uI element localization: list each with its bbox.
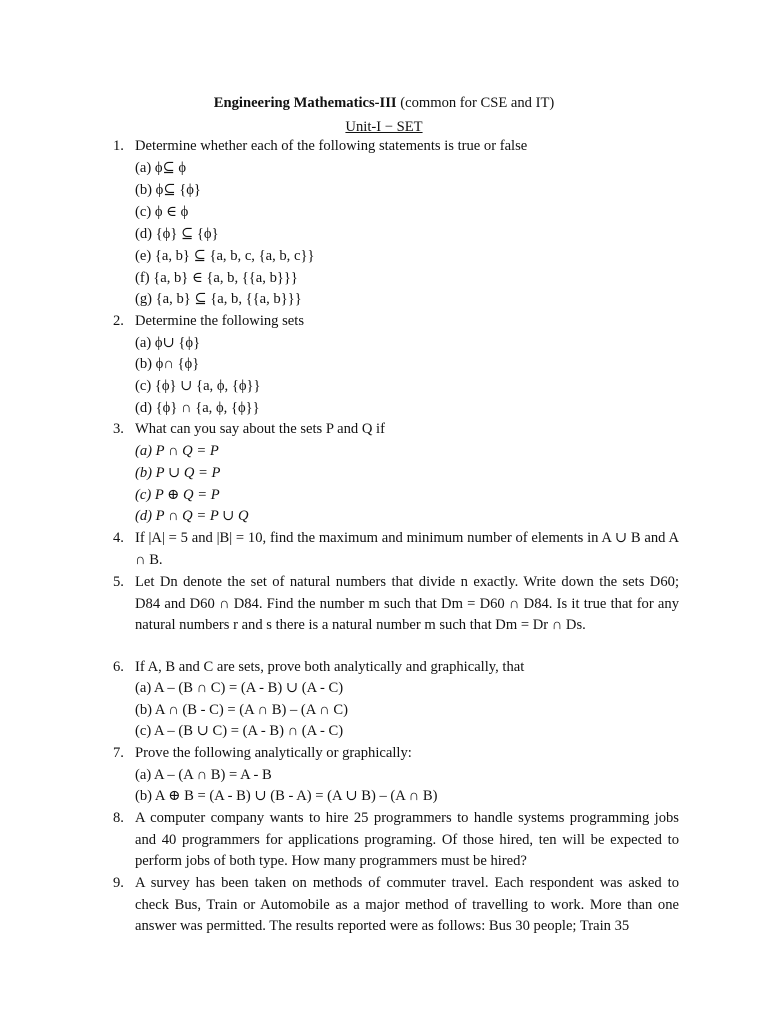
question-6-option-c: (c) A – (B ∪ C) = (A - B) ∩ (A - C): [135, 723, 344, 739]
question-text: What can you say about the sets P and Q if: [135, 421, 385, 437]
question-4: [113, 528, 679, 571]
question-number: 1.: [113, 138, 124, 154]
question-text: If A, B and C are sets, prove both analytically and graphically, that: [135, 659, 525, 675]
question-7-option-a: (a) A – (A ∩ B) = A - B: [135, 767, 272, 783]
question-5: [113, 572, 679, 637]
question-1-option-d: (d) {ϕ} ⊆ {ϕ}: [135, 226, 219, 242]
question-1: [113, 136, 679, 158]
question-6-option-a: (a) A – (B ∩ C) = (A - B) ∪ (A - C): [135, 680, 344, 696]
question-number: 6.: [113, 659, 124, 675]
question-1-option-g: (g) {a, b} ⊆ {a, b, {{a, b}}}: [135, 291, 302, 307]
question-number: 4.: [113, 530, 124, 546]
question-2: [113, 311, 679, 333]
question-number: 2.: [113, 313, 124, 329]
question-3-option-d: (d) P ∩ Q = P ∪ Q: [135, 508, 249, 524]
question-1-option-b: (b) ϕ⊆ {ϕ}: [135, 182, 201, 198]
question-number: 9.: [113, 875, 124, 891]
question-6-option-b: (b) A ∩ (B - C) = (A ∩ B) – (A ∩ C): [135, 702, 348, 718]
question-3-option-b: (b) P ∪ Q = P: [135, 465, 221, 481]
question-1-option-c: (c) ϕ ∈ ϕ: [135, 204, 189, 220]
question-2-option-c: (c) {ϕ} ∪ {a, ϕ, {ϕ}}: [135, 378, 261, 394]
course-subtitle: (common for CSE and IT): [396, 95, 555, 111]
question-3-option-a: (a) P ∩ Q = P: [135, 443, 219, 459]
question-7-option-b: (b) A ⊕ B = (A - B) ∪ (B - A) = (A ∪ B) – (A ∩ B): [135, 788, 438, 804]
question-2-option-b: (b) ϕ∩ {ϕ}: [135, 356, 200, 372]
question-1-option-f: (f) {a, b} ∈ {a, b, {{a, b}}}: [135, 270, 298, 286]
question-text: Determine whether each of the following statements is true or false: [135, 138, 528, 154]
question-text: If |A| = 5 and |B| = 10, find the maximum and minimum number of elements in A ∪ B and A ∩ B.: [135, 530, 679, 568]
question-number: 5.: [113, 574, 124, 590]
question-text: A survey has been taken on methods of commuter travel. Each respondent was asked to check Bus, Train or Automobile as a major method of travelling to work. More than one answer was permitted. The results reported were as follows: Bus 30 people; Train 35: [135, 875, 679, 935]
question-number: 7.: [113, 745, 124, 761]
question-2-option-d: (d) {ϕ} ∩ {a, ϕ, {ϕ}}: [135, 400, 260, 416]
question-9: [113, 873, 679, 938]
question-text: Prove the following analytically or graphically:: [135, 745, 412, 761]
question-number: 3.: [113, 421, 124, 437]
document-title: [0, 93, 768, 113]
question-3: [113, 419, 679, 441]
course-title: Engineering Mathematics-III: [213, 95, 397, 111]
question-number: 8.: [113, 810, 124, 826]
question-8: [113, 808, 679, 873]
question-1-option-e: (e) {a, b} ⊆ {a, b, c, {a, b, c}}: [135, 248, 315, 264]
question-7: [113, 743, 679, 765]
question-text: A computer company wants to hire 25 programmers to handle systems programming jobs and 40 programmers for applications programing. Of those hired, ten will be expected to perform jobs of both type. How many programmers must be hired?: [135, 810, 679, 870]
question-6: [113, 657, 679, 679]
question-3-option-c: (c) P ⊕ Q = P: [135, 487, 220, 503]
question-text: Let Dn denote the set of natural numbers that divide n exactly. Write down the sets D60; D84 and D60 ∩ D84. Find the number m such that Dm = D60 ∩ D84. Is it true that for any natural numbers r and s there is a natural number m such that Dm = Dr ∩ Ds.: [135, 574, 679, 634]
question-1-option-a: (a) ϕ⊆ ϕ: [135, 160, 187, 176]
question-text: Determine the following sets: [135, 313, 305, 329]
question-2-option-a: (a) ϕ∪ {ϕ}: [135, 335, 201, 351]
unit-heading: Unit-I − SET: [345, 119, 423, 135]
